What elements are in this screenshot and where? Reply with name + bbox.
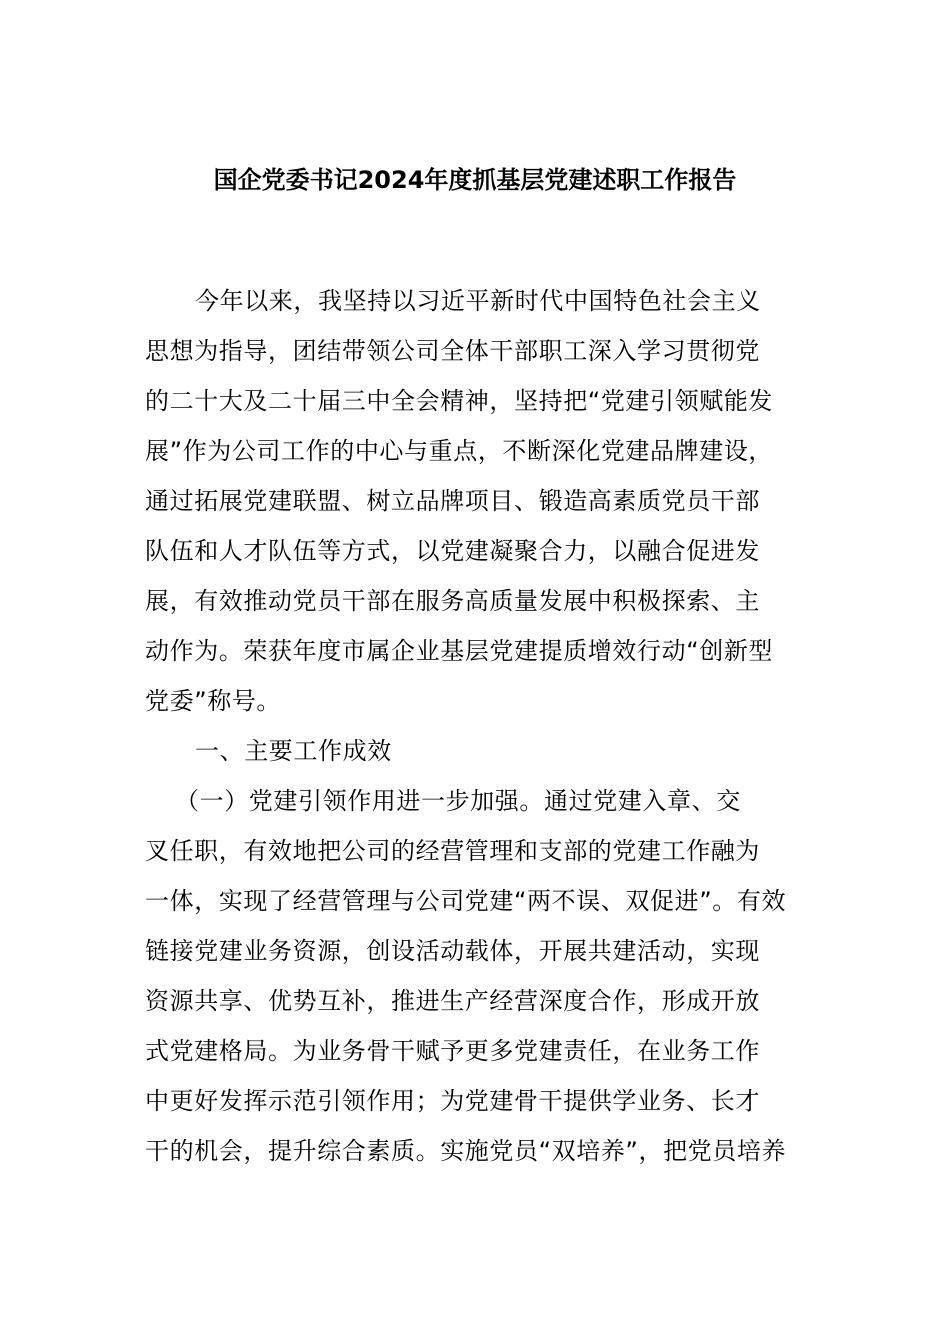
paragraph-line: 动作为。荣获年度市属企业基层党建提质增效行动“创新型	[145, 637, 774, 665]
section-heading: 一、主要工作成效	[195, 737, 392, 765]
paragraph-line: 式党建格局。为业务骨干赋予更多党建责任，在业务工作	[145, 1037, 760, 1065]
paragraph-line: 党委”称号。	[145, 687, 282, 715]
paragraph-line: 的二十大及二十届三中全会精神，坚持把“党建引领赋能发	[145, 387, 774, 415]
subsection-heading-line: （一）党建引领作用进一步加强。通过党建入章、交	[175, 787, 741, 815]
paragraph-line: 叉任职，有效地把公司的经营管理和支部的党建工作融为	[145, 837, 760, 865]
paragraph-line: 今年以来，我坚持以习近平新时代中国特色社会主义	[195, 287, 761, 315]
paragraph-line: 资源共享、优势互补，推进生产经营深度合作，形成开放	[145, 987, 760, 1015]
paragraph-line: 展”作为公司工作的中心与重点，不断深化党建品牌建设，	[145, 437, 774, 465]
document-title: 国企党委书记2024年度抓基层党建述职工作报告	[213, 166, 737, 194]
paragraph-line: 展，有效推动党员干部在服务高质量发展中积极探索、主	[145, 587, 760, 615]
paragraph-line: 干的机会，提升综合素质。实施党员“双培养”，把党员培养	[145, 1137, 787, 1165]
paragraph-line: 队伍和人才队伍等方式，以党建凝聚合力，以融合促进发	[145, 537, 760, 565]
paragraph-line: 中更好发挥示范引领作用；为党建骨干提供学业务、长才	[145, 1087, 760, 1115]
paragraph-line: 一体，实现了经营管理与公司党建“两不误、双促进”。有效	[145, 887, 787, 915]
paragraph-line: 链接党建业务资源，创设活动载体，开展共建活动，实现	[145, 937, 760, 965]
paragraph-line: 思想为指导，团结带领公司全体干部职工深入学习贯彻党	[145, 337, 760, 365]
paragraph-line: 通过拓展党建联盟、树立品牌项目、锻造高素质党员干部	[145, 487, 760, 515]
